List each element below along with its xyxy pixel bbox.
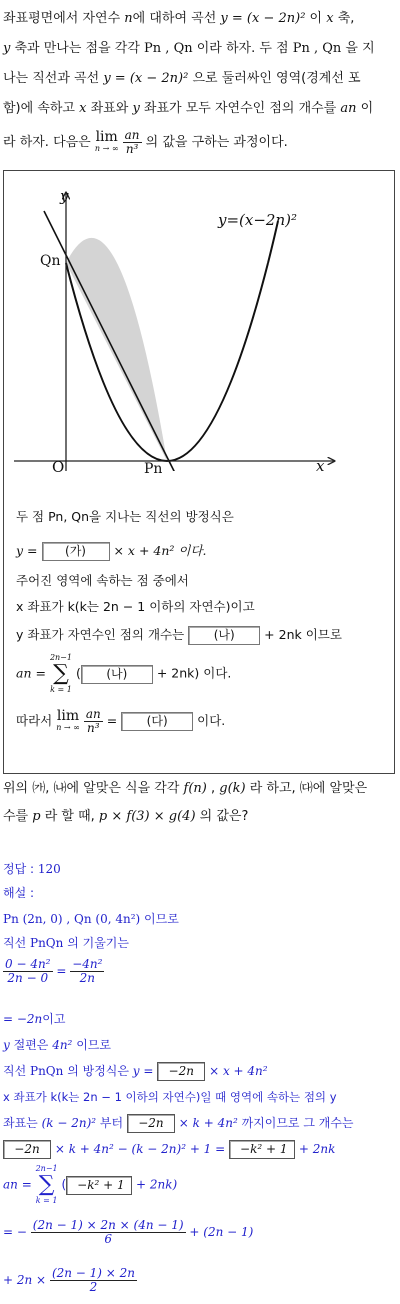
solution-line-12: + 2n × $\frac{(2n - 1) \times 2n}{2}$ xyxy=(3,1266,136,1294)
solution-line-6: 직선 PnQn 의 방정식은 y = −2n × x + 4n² xyxy=(3,1062,394,1081)
box-line-3: 주어진 영역에 속하는 점 중에서 xyxy=(16,573,189,588)
solution-line-11: = − $\frac{(2n - 1) \times 2n \times (4n - 1)}{6}$ + (2n − 1) xyxy=(3,1218,254,1246)
solution-line-7: x 좌표가 k(k는 2n − 1 이하의 자연수)일 때 영역에 속하는 점의 y xyxy=(3,1090,337,1104)
figure-box xyxy=(3,170,395,774)
graph-figure xyxy=(4,171,394,471)
fraction-an-over-n3: $\frac{an}{\text{n³}}$ xyxy=(124,128,140,156)
box-line-7: 따라서 lim n → ∞ $\frac{an}{\text{n³}}$ = (다) 이다. xyxy=(16,707,226,735)
blank-da: (다) xyxy=(121,712,193,731)
blank-na: (나) xyxy=(188,626,260,645)
problem-line-3: 나는 직선과 곡선 y = (x − 2n)² 으로 둘러싸인 영역(경계선 포 xyxy=(3,71,361,86)
point-q-label: Qn xyxy=(40,253,61,269)
solution-line-10: an = 2n−1 ∑ k = 1 ( −k² + 1 + 2nk) xyxy=(3,1164,178,1205)
answer-value: 120 xyxy=(37,862,61,876)
problem-line-4: 함)에 속하고 x 좌표와 y 좌표가 모두 자연수인 점의 개수를 an 이 xyxy=(3,101,374,116)
limit-expression: lim n → ∞ xyxy=(94,128,119,153)
problem-line-1: 좌표평면에서 자연수 n에 대하여 곡선 y = (x − 2n)² 이 x 축, xyxy=(3,11,355,26)
blank-ga: (가) xyxy=(42,542,110,561)
solution-line-5: y 절편은 4n² 이므로 xyxy=(3,1038,111,1052)
answer-line: 정답 : 120 xyxy=(3,862,61,876)
solution-line-2: 직선 PnQn 의 기울기는 xyxy=(3,936,129,950)
solution-line-8: 좌표는 (k − 2n)² 부터 −2n × k + 4n² 까지이므로 그 개수는 xyxy=(3,1114,394,1133)
sigma-sum: 2n−1 ∑ k = 1 xyxy=(49,653,72,694)
solution-line-9: −2n × k + 4n² − (k − 2n)² + 1 = −k² + 1 + 2nk xyxy=(3,1140,394,1159)
curve-equation: y = (x − 2n)² xyxy=(220,11,306,26)
axis-label-x: x xyxy=(316,457,325,475)
point-p-label: Pn xyxy=(144,461,163,477)
origin-label: O xyxy=(52,458,65,476)
solution-line-3: $\frac{\text{0 − 4n²}}{2n - 0}$ = $\frac{\text{−4n²}}{2n}$ xyxy=(5,957,103,985)
blank-na-2: (나) xyxy=(81,665,153,684)
curve-label: y=(x−2n)² xyxy=(218,211,297,229)
box-line-2: y = (가) × x + 4n² 이다. xyxy=(16,541,207,561)
box-line-4: x 좌표가 k(k는 2n − 1 이하의 자연수)이고 xyxy=(16,599,255,614)
solution-line-1: Pn (2n, 0) , Qn (0, 4n²) 이므로 xyxy=(3,912,179,926)
solution-line-4: = −2n이고 xyxy=(3,1012,66,1026)
problem-line-5: 라 하자. 다음은 lim n → ∞ $\frac{an}{\text{n³}}$ 의 값을 구하는 과정이다. xyxy=(3,128,288,156)
question-line-1: 위의 ㈎, ㈏에 알맞은 식을 각각 f(n) , g(k) 라 하고, ㈐에 알맞은 xyxy=(3,781,368,796)
problem-line-2: y 축과 만나는 점을 각각 Pn , Qn 이라 하자. 두 점 Pn , Qn 을 지 xyxy=(3,41,375,56)
box-line-5: y 좌표가 자연수인 점의 개수는 (나) + 2nk 이므로 xyxy=(16,625,342,645)
box-line-1: 두 점 Pn, Qn을 지나는 직선의 방정식은 xyxy=(16,509,234,524)
explain-label: 해설 : xyxy=(3,886,35,900)
axis-label-y: y xyxy=(60,187,69,205)
question-line-2: 수를 p 라 할 때, p × f(3) × g(4) 의 값은? xyxy=(3,809,249,824)
box-line-6: an = 2n−1 ∑ k = 1 ( (나) + 2nk) 이다. xyxy=(16,653,232,694)
